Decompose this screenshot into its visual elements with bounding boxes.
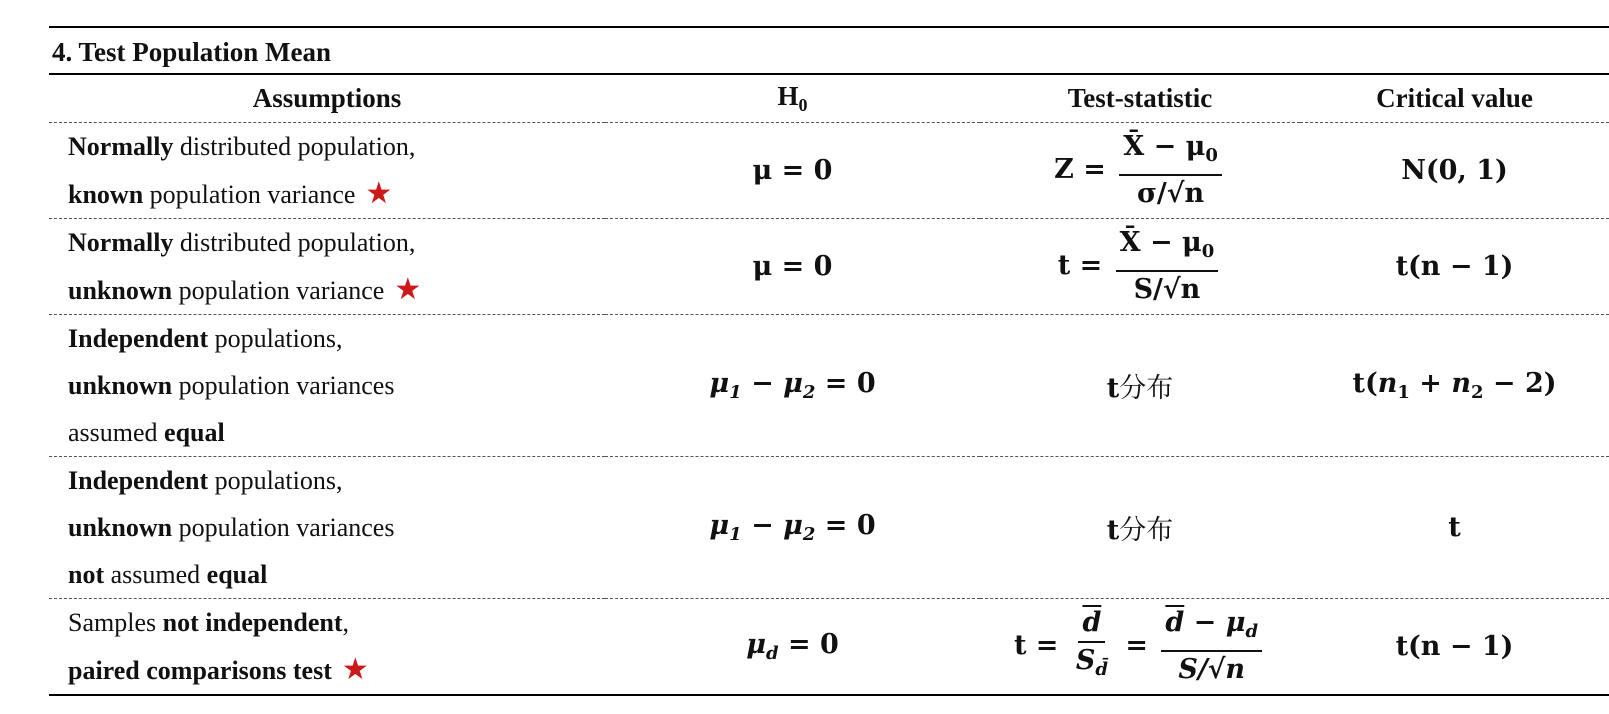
h0-cell: μ = 0 <box>605 219 980 315</box>
table-row <box>49 219 1609 315</box>
statistic-fraction: $\frac{X̄ - \mu_0}{\sigma/√n}$ <box>1119 132 1222 209</box>
header-row <box>49 75 1609 123</box>
h0-cell: $\mu_1 - \mu_2 = 0$ <box>605 315 980 457</box>
table-row <box>49 599 1609 696</box>
critical-value-cell: t(n − 1) <box>1300 219 1609 315</box>
table-row <box>49 457 1609 599</box>
test-statistic-cell: t分布 <box>980 315 1300 457</box>
header-critical-value: Critical value <box>1300 75 1609 123</box>
h0-cell: μ = 0 <box>605 123 980 219</box>
statistic-fraction: $\frac{X̄ - \mu_0}{S/√n}$ <box>1116 228 1219 305</box>
header-test-statistic: Test-statistic <box>980 75 1300 123</box>
critical-value-cell: $t(n_1 + n_2 - 2)$ <box>1300 315 1609 457</box>
star-icon: ★ <box>341 653 369 686</box>
star-icon: ★ <box>365 177 393 210</box>
header-assumptions: Assumptions <box>49 75 605 123</box>
h0-cell: $\mu_1 - \mu_2 = 0$ <box>605 457 980 599</box>
header-h0 <box>605 75 980 123</box>
critical-value-cell: N(0, 1) <box>1300 123 1609 219</box>
table-row <box>49 123 1609 219</box>
test-statistic-cell: t = $\frac{\overline{d}}{S_{d̄}}$ = $\frac{\overline{d} - \mu_d}{S/√n}$ <box>980 599 1300 696</box>
test-population-mean-table <box>49 75 1609 696</box>
assumptions-cell: Independent populations, unknown population variances not assumed equal <box>49 457 605 599</box>
section-title: 4. Test Population Mean <box>52 37 332 67</box>
table-row <box>49 315 1609 457</box>
header-h0-letter: H <box>777 81 799 111</box>
assumptions-cell: Normally distributed population, unknown population variance ★ <box>49 219 605 315</box>
assumptions-cell: Normally distributed population, known population variance ★ <box>49 123 605 219</box>
test-statistic-cell: t = $\frac{X̄ - \mu_0}{S/√n}$ <box>980 219 1300 315</box>
h0-cell: $\mu_d = 0$ <box>605 599 980 696</box>
statistic-fraction: $\frac{\overline{d}}{S_{d̄}}$ <box>1075 607 1108 680</box>
statistic-fraction: $\frac{\overline{d} - \mu_d}{S/√n}$ <box>1161 608 1262 685</box>
test-statistic-cell: Z = $\frac{X̄ - \mu_0}{\sigma/√n}$ <box>980 123 1300 219</box>
top-rule <box>49 26 1609 28</box>
header-h0-sub: 0 <box>798 95 808 115</box>
assumptions-cell: Independent populations, unknown population variances assumed equal <box>49 315 605 457</box>
test-statistic-cell: t分布 <box>980 457 1300 599</box>
critical-value-cell: t <box>1300 457 1609 599</box>
star-icon: ★ <box>394 273 422 306</box>
assumptions-cell: Samples not independent, paired comparisons test ★ <box>49 599 605 696</box>
critical-value-cell: t(n − 1) <box>1300 599 1609 696</box>
